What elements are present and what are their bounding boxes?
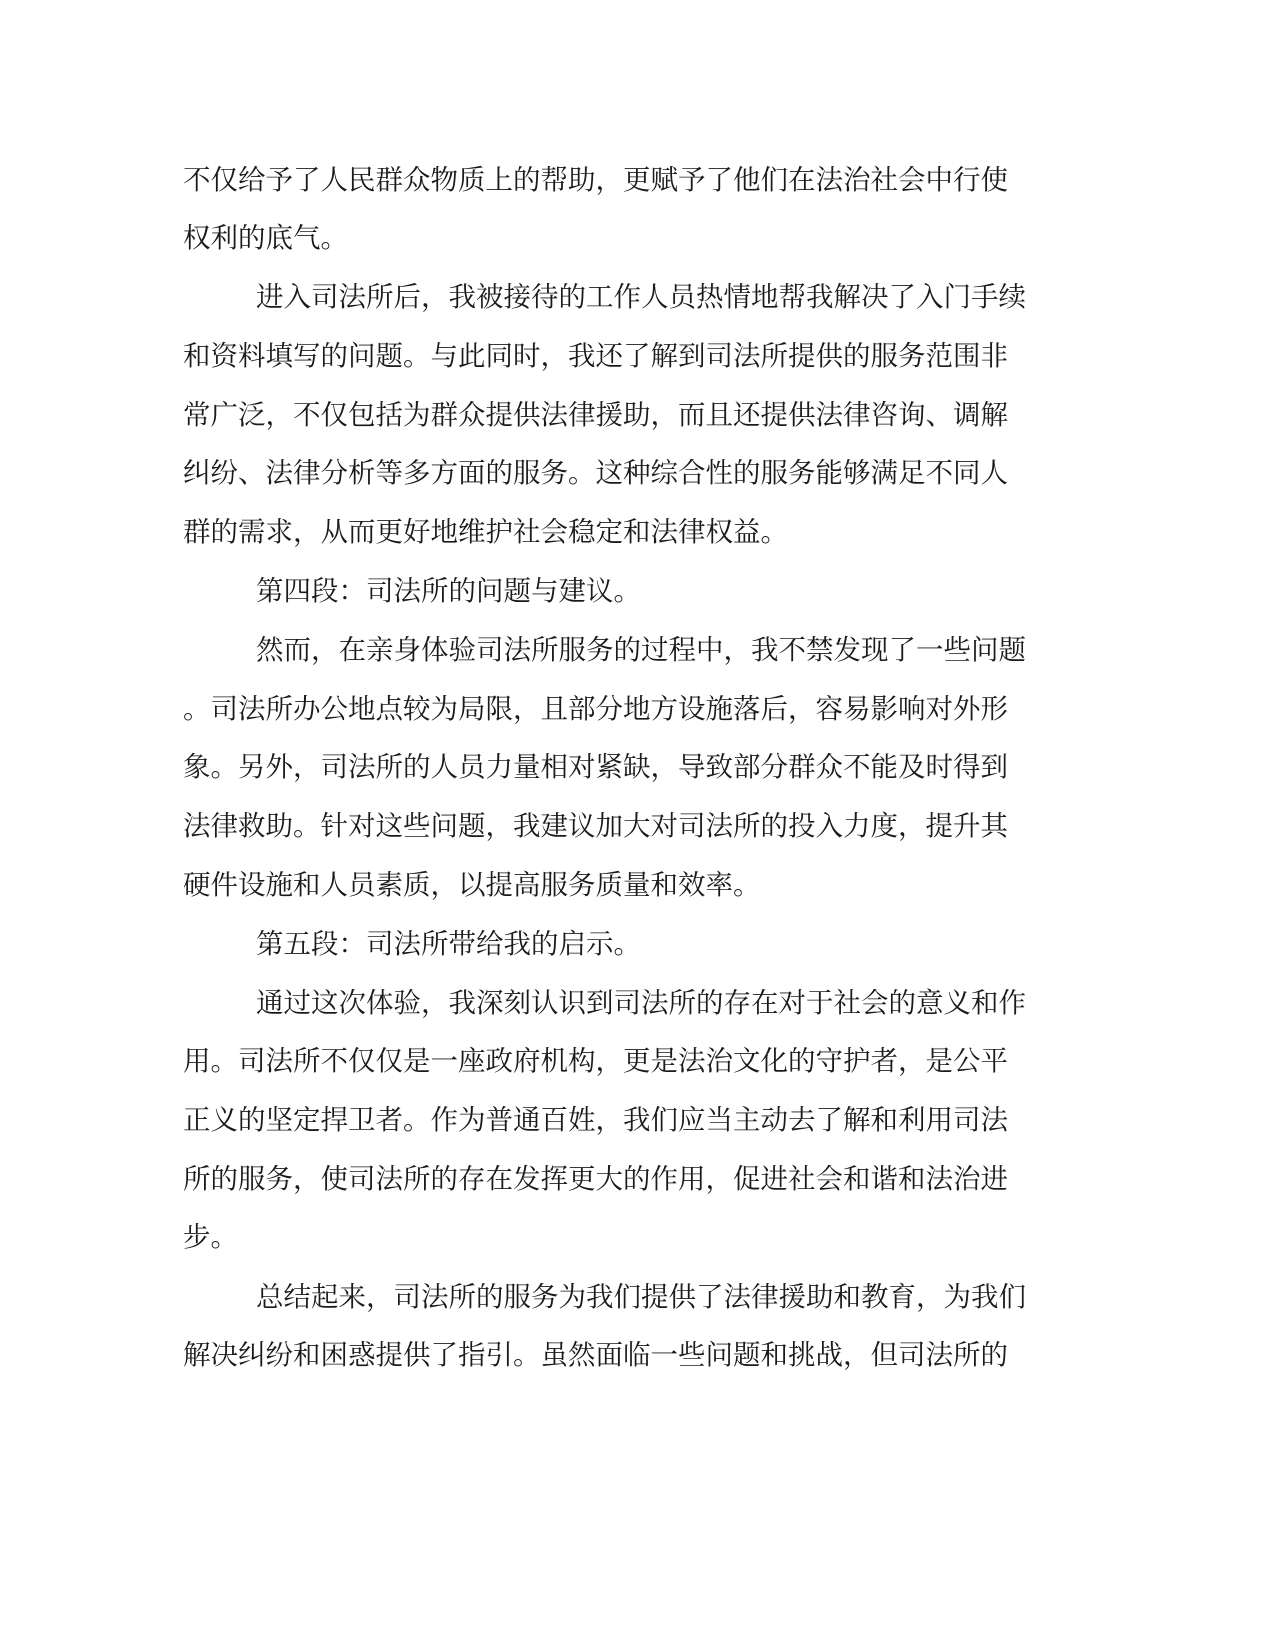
paragraph-first-line: 然而，在亲身体验司法所服务的过程中，我不禁发现了一些问题 bbox=[256, 634, 1026, 666]
text-line: 所的服务，使司法所的存在发挥更大的作用，促进社会和谐和法治进 bbox=[183, 1163, 1008, 1195]
text-line: 权利的底气。 bbox=[183, 222, 348, 254]
text-line: 法律救助。针对这些问题，我建议加大对司法所的投入力度，提升其 bbox=[183, 810, 1008, 842]
text-line: 不仅给予了人民群众物质上的帮助，更赋予了他们在法治社会中行使 bbox=[183, 164, 1008, 196]
paragraph-first-line: 进入司法所后，我被接待的工作人员热情地帮我解决了入门手续 bbox=[256, 281, 1026, 313]
text-line: 硬件设施和人员素质，以提高服务质量和效率。 bbox=[183, 869, 761, 901]
paragraph-first-line: 通过这次体验，我深刻认识到司法所的存在对于社会的意义和作 bbox=[256, 987, 1026, 1019]
text-line: 群的需求，从而更好地维护社会稳定和法律权益。 bbox=[183, 516, 788, 548]
text-line: 。司法所办公地点较为局限，且部分地方设施落后，容易影响对外形 bbox=[183, 693, 1008, 725]
text-line: 象。另外，司法所的人员力量相对紧缺，导致部分群众不能及时得到 bbox=[183, 751, 1008, 783]
section-heading: 第四段：司法所的问题与建议。 bbox=[256, 575, 641, 607]
paragraph-first-line: 总结起来，司法所的服务为我们提供了法律援助和教育，为我们 bbox=[256, 1281, 1026, 1313]
text-line: 纠纷、法律分析等多方面的服务。这种综合性的服务能够满足不同人 bbox=[183, 457, 1008, 489]
section-heading: 第五段：司法所带给我的启示。 bbox=[256, 928, 641, 960]
text-line: 用。司法所不仅仅是一座政府机构，更是法治文化的守护者，是公平 bbox=[183, 1045, 1008, 1077]
text-line: 正义的坚定捍卫者。作为普通百姓，我们应当主动去了解和利用司法 bbox=[183, 1104, 1008, 1136]
text-line: 常广泛，不仅包括为群众提供法律援助，而且还提供法律咨询、调解 bbox=[183, 399, 1008, 431]
text-line: 和资料填写的问题。与此同时，我还了解到司法所提供的服务范围非 bbox=[183, 340, 1008, 372]
text-line: 步。 bbox=[183, 1221, 238, 1253]
text-line: 解决纠纷和困惑提供了指引。虽然面临一些问题和挑战，但司法所的 bbox=[183, 1339, 1008, 1371]
